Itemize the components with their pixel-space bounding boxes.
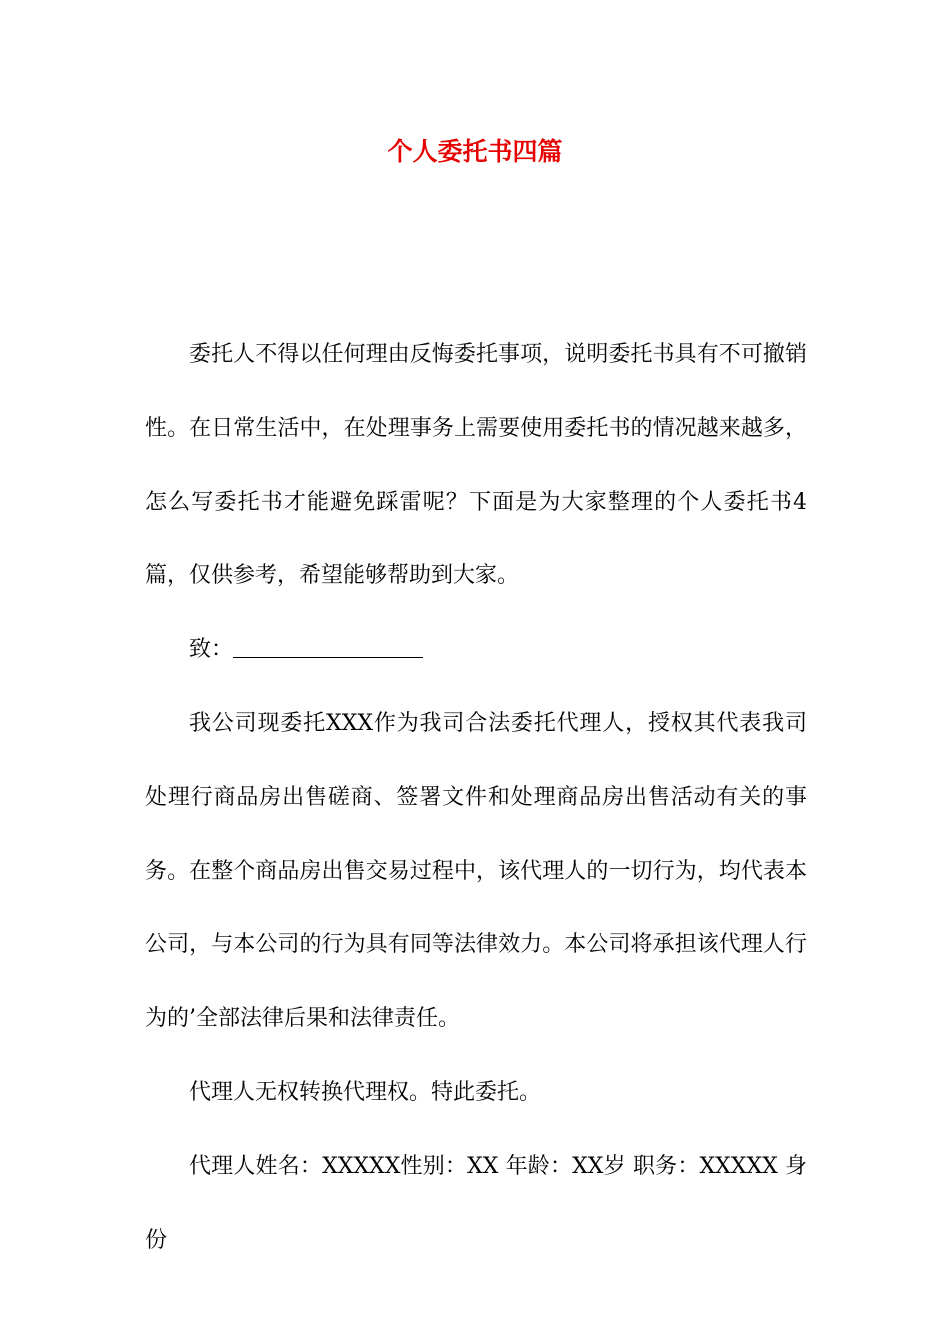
addressee-line [145, 613, 807, 687]
document-body [145, 318, 807, 1277]
agent-info-paragraph: 代理人姓名：XXXXX性别：XX 年龄：XX岁 职务：XXXXX 身份 [145, 1153, 807, 1253]
no-transfer-paragraph: 代理人无权转换代理权。特此委托。 [189, 1079, 542, 1105]
addressee-blank-line [233, 635, 423, 658]
authorization-paragraph: 我公司现委托XXX作为我司合法委托代理人，授权其代表我司处理行商品房出售磋商、签署文件和处理商品房出售活动有关的事务。在整个商品房出售交易过程中，该代理人的一切行为，均代表本公司，与本公司的行为具有同等法律效力。本公司将承担该代理人行为的’全部法律后果和法律责任。 [145, 710, 807, 1032]
addressee-label: 致： [189, 637, 234, 663]
document-title: 个人委托书四篇 [387, 137, 563, 166]
intro-paragraph: 委托人不得以任何理由反悔委托事项，说明委托书具有不可撤销性。在日常生活中，在处理事务上需要使用委托书的情况越来越多，怎么写委托书才能避免踩雷呢？下面是为大家整理的个人委托书4篇，仅供参考，希望能够帮助到大家。 [145, 342, 807, 589]
